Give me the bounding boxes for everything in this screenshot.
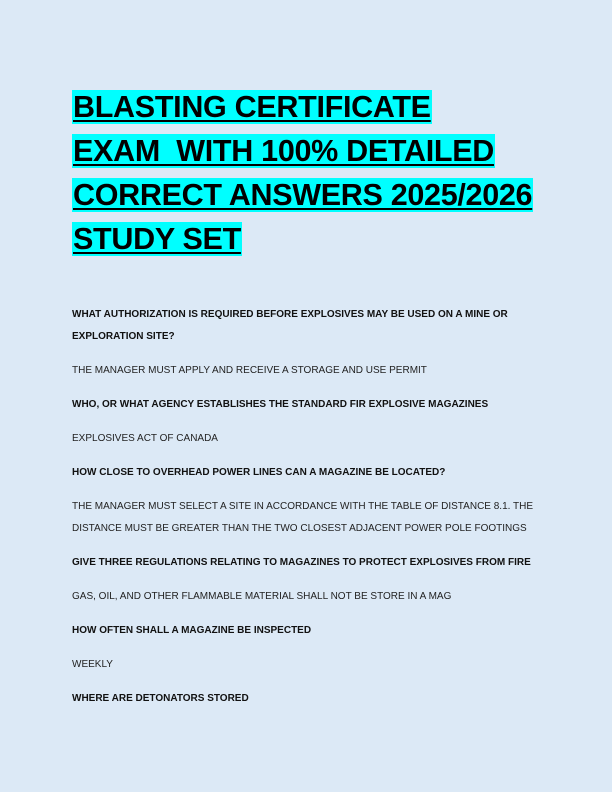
answer: WEEKLY [72, 659, 113, 670]
question: WHERE ARE DETONATORS STORED [72, 693, 249, 704]
question: HOW CLOSE TO OVERHEAD POWER LINES CAN A MAGAZINE BE LOCATED? [72, 467, 446, 478]
answer: THE MANAGER MUST SELECT A SITE IN ACCORDANCE WITH THE TABLE OF DISTANCE 8.1. THE DISTANCE MUST BE GREATER THAN THE TWO CLOSEST ADJACENT POWER POLE FOOTINGS [72, 501, 534, 534]
document-title [72, 84, 552, 260]
title-line [72, 128, 552, 172]
answer: THE MANAGER MUST APPLY AND RECEIVE A STORAGE AND USE PERMIT [72, 365, 427, 376]
question: GIVE THREE REGULATIONS RELATING TO MAGAZINES TO PROTECT EXPLOSIVES FROM FIRE [72, 557, 531, 568]
question: WHAT AUTHORIZATION IS REQUIRED BEFORE EXPLOSIVES MAY BE USED ON A MINE OR EXPLORATION SITE? [72, 309, 508, 342]
question: HOW OFTEN SHALL A MAGAZINE BE INSPECTED [72, 625, 312, 636]
answer: EXPLOSIVES ACT OF CANADA [72, 433, 218, 444]
title-line-text: CORRECT ANSWERS 2025/2026 [73, 178, 533, 212]
question-answer-list [72, 304, 552, 710]
title-line-text: EXAM WITH 100% DETAILED [73, 134, 494, 168]
title-line [72, 84, 552, 128]
title-line [72, 216, 552, 260]
title-line [72, 172, 552, 216]
title-line-text: BLASTING CERTIFICATE [73, 90, 431, 124]
title-line-text: STUDY SET [73, 222, 241, 256]
document-page [72, 84, 552, 722]
answer: GAS, OIL, AND OTHER FLAMMABLE MATERIAL SHALL NOT BE STORE IN A MAG [72, 591, 452, 602]
question: WHO, OR WHAT AGENCY ESTABLISHES THE STANDARD FIR EXPLOSIVE MAGAZINES [72, 399, 489, 410]
